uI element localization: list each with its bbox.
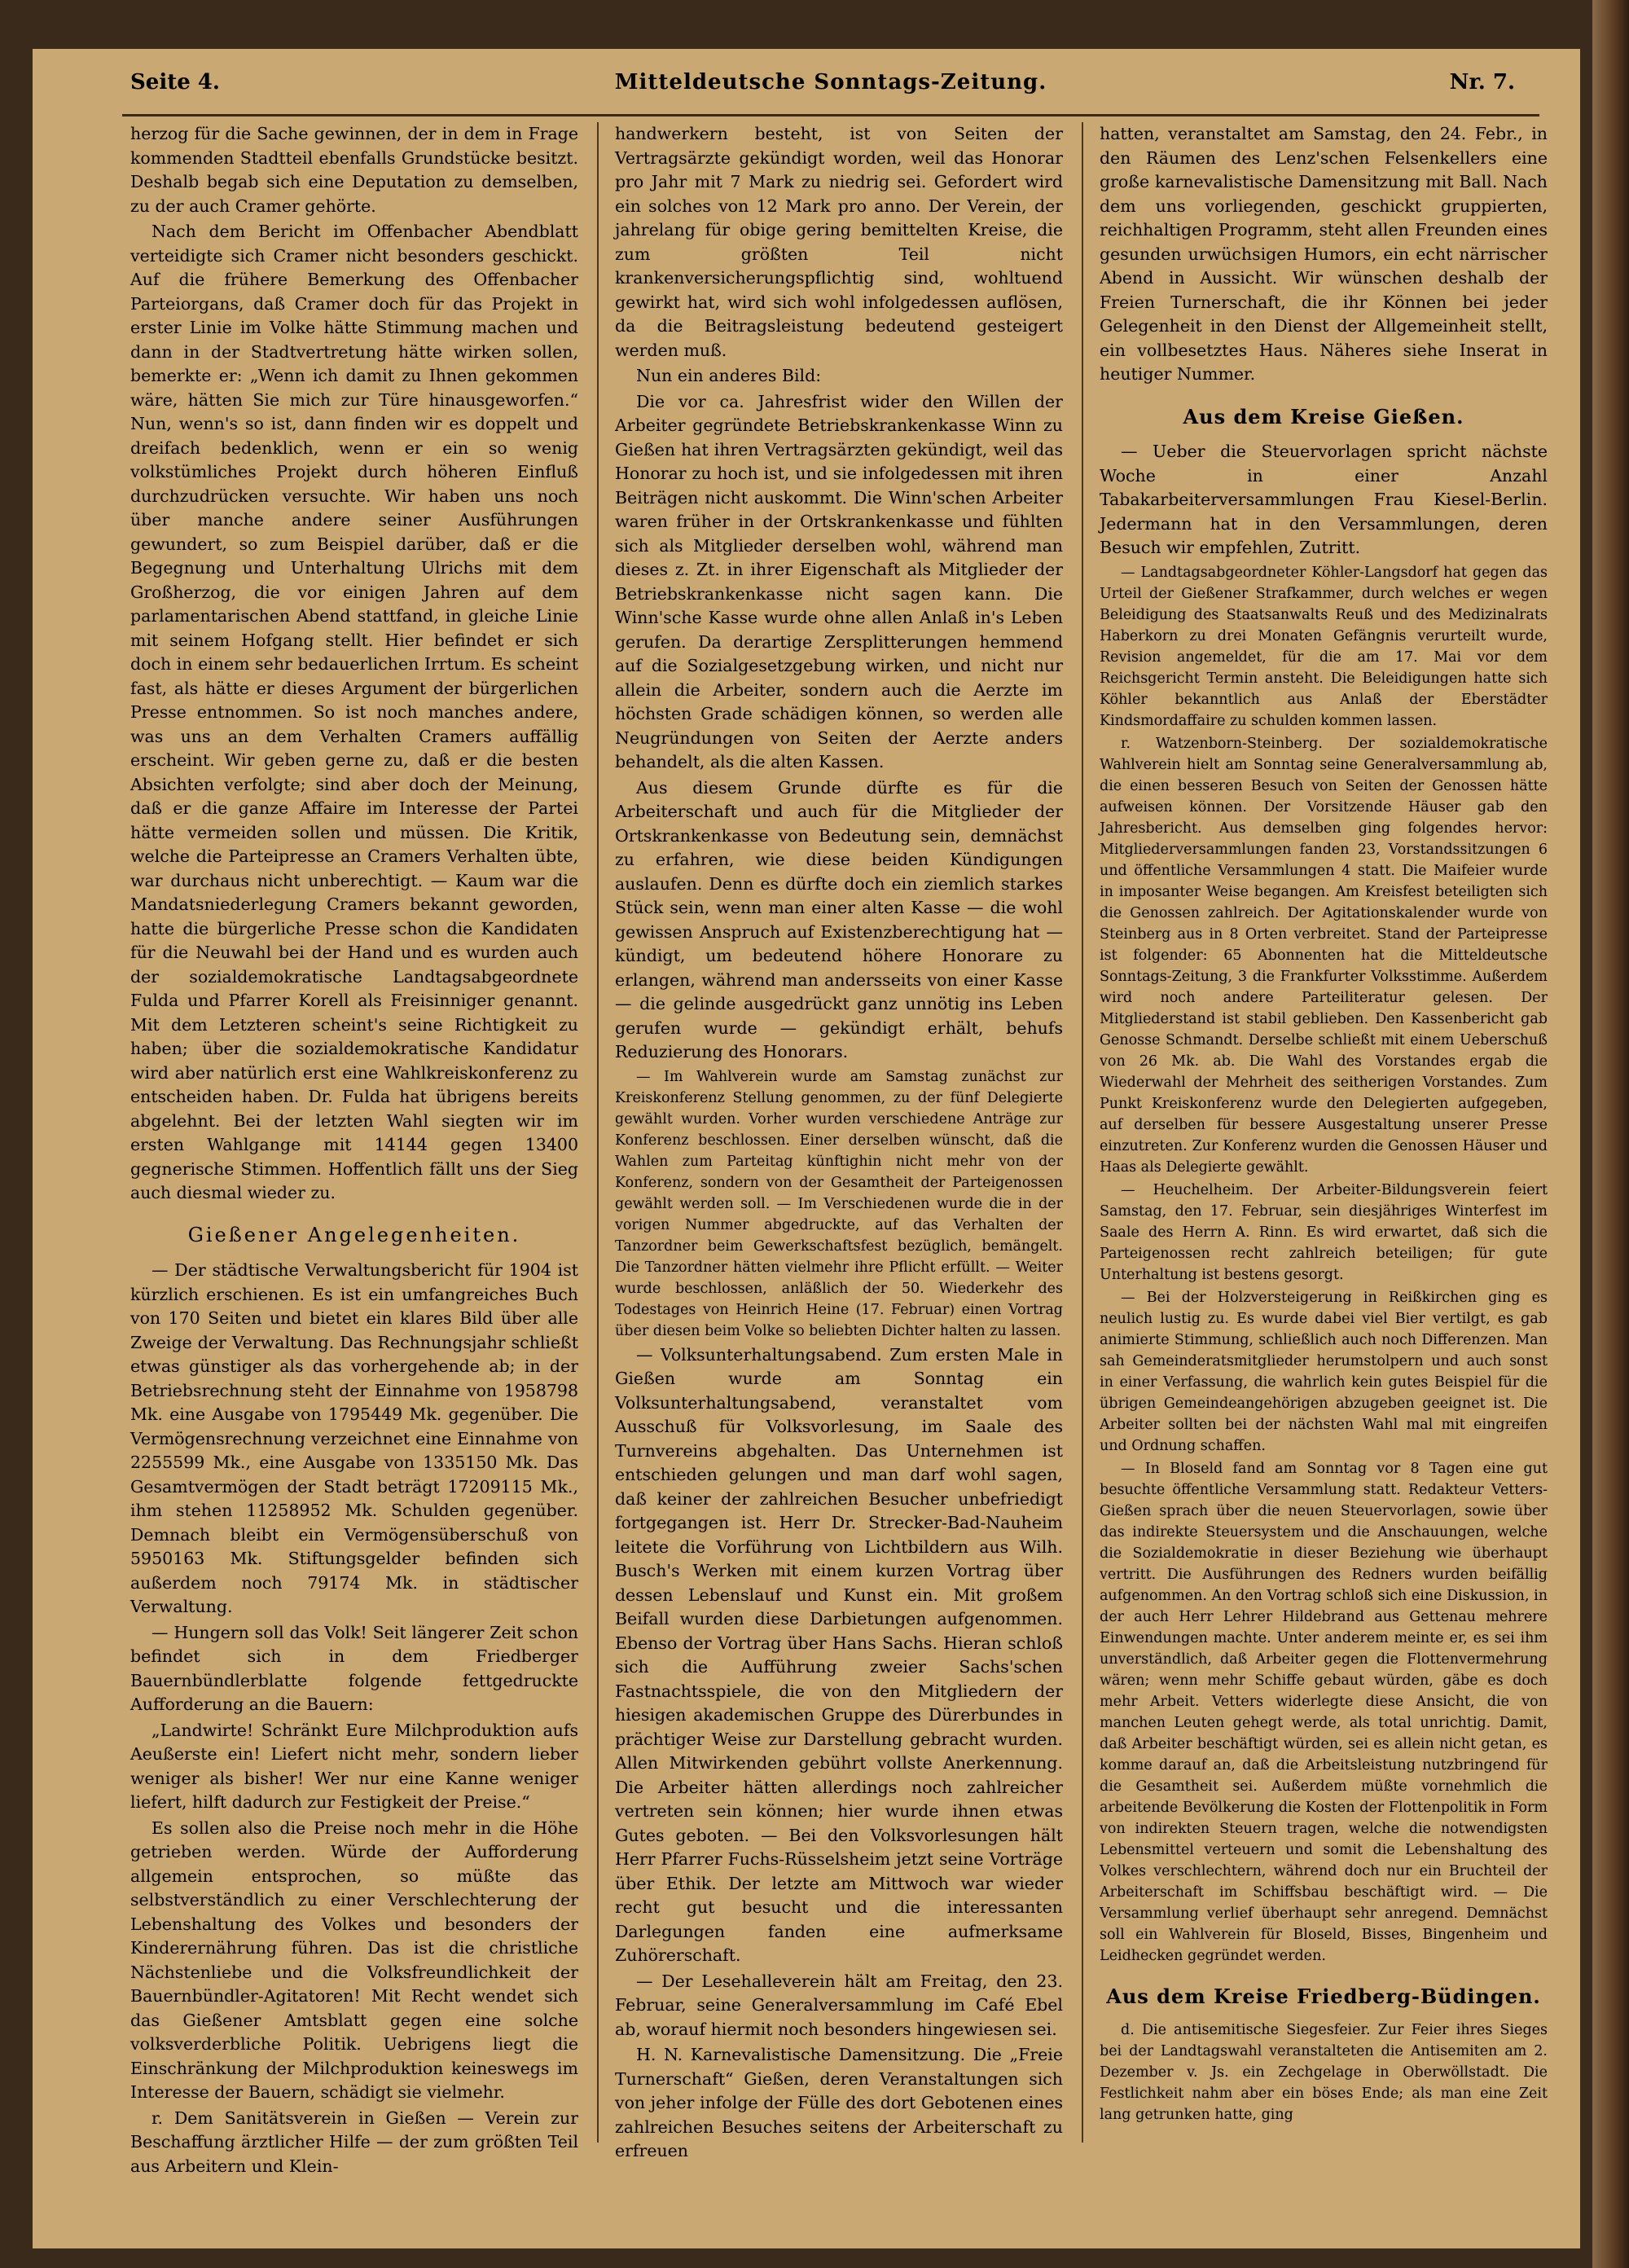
column-3 xyxy=(1100,122,1548,2143)
article-paragraph: Es sollen also die Preise noch mehr in die Höhe getrieben werden. Würde der Aufforderung allgemein entsprochen, so müßte das selbstverständlich zu einer Verschlechterung der Lebenshaltung des Volkes und besonders der Kinderernährung führen. Das ist die christliche Nächstenliebe und die Volksfreundlichkeit der Bauernbündler-Agitatoren! Mit Recht wendet sich das Gießener Amtsblatt gegen eine solche volksverderbliche Politik. Uebrigens liegt die Einschränkung der Milchproduktion keineswegs im Interesse der Bauern, schädigt sie vielmehr. xyxy=(130,1817,578,2102)
column-2 xyxy=(615,122,1063,2160)
article-paragraph: r. Dem Sanitätsverein in Gießen — Verein zur Beschaffung ärztlicher Hilfe — der zum größten Teil aus Arbeitern und Klein- xyxy=(130,2108,578,2176)
article-paragraph: Aus diesem Grunde dürfte es für die Arbeiterschaft und auch für die Mitglieder der Ortskrankenkasse von Bedeutung sein, demnächst zu erfahren, wie diese beiden Kündigungen auslaufen. Denn es dürfte doch ein ziemlich starkes Stück sein, wenn man einer alten Kasse — die wohl gewissen Anspruch auf Existenzberechtigung hat — kündigt, um bedeutend höhere Honorare zu erlangen, während man andersseits von einer Kasse — die gelinde ausgedrückt ganz unnötig ins Leben gerufen wurde — gekündigt erhält, behufs Reduzierung des Honorars. xyxy=(615,777,1063,1061)
page-header xyxy=(130,65,1531,106)
column-divider-1 xyxy=(597,122,599,2143)
page-number: Seite 4. xyxy=(130,70,220,94)
article-paragraph-small: — Bei der Holzversteigerung in Reißkirchen ging es neulich lustig zu. Es wurde dabei viel Bier vertilgt, es gab animierte Stimmung, schließlich auch noch Differenzen. Man sah Gemeinderatsmitglieder herumstolpern und auch sonst in einer Verfassung, die wahrlich kein gutes Beispiel für die übrigen Gemeindeangehörigen abzugeben geeignet ist. Die Arbeiter sollten bei der nächsten Wahl mal mit eingreifen und Ordnung schaffen. xyxy=(1100,1289,1548,1454)
article-paragraph: Nach dem Bericht im Offenbacher Abendblatt verteidigte sich Cramer nicht besonders geschickt. Auf die frühere Bemerkung des Offenbacher Parteiorgans, daß Cramer doch für das Projekt in erster Linie im Volke hätte Stimmung machen und dann in der Stadtvertretung hätte wirken sollen, bemerkte er: „Wenn ich damit zu Ihnen gekommen wäre, hätten Sie mich zur Türe hinausgeworfen.“ Nun, wenn's so ist, dann finden wir es doppelt und dreifach bedenklich, wenn er ein so wenig volkstümliches Projekt durch höheren Einfluß durchzudrücken versuchte. Wir haben uns noch über manche andere seiner Ausführungen gewundert, so zum Beispiel darüber, daß er die Begegnung und Unterhaltung Ulrichs mit dem Großherzog, die vor einigen Jahren auf dem parlamentarischen Abend stattfand, in gleiche Linie mit seinem Hofgang stellt. Hier befindet er sich doch in einem sehr bedauerlichen Irrtum. Es scheint fast, als hätte er dieses Argument der bürgerlichen Presse entnommen. So ist noch manches andere, was uns an dem Verhalten Cramers auffällig erscheint. Wir geben gerne zu, daß er die besten Absichten verfolgte; sind aber doch der Meinung, daß er die ganze Affaire im Interesse der Partei hätte vermeiden sollen und müssen. Die Kritik, welche die Parteipresse an Cramers Verhalten übte, war durchaus nicht unberechtigt. — Kaum war die Mandatsniederlegung Cramers bekannt geworden, hatte die bürgerliche Presse schon die Kandidaten für die Neuwahl bei der Hand und es wurden auch der sozialdemokratische Landtagsabgeordnete Fulda und Pfarrer Korell als Freisinniger genannt. Mit dem Letzteren scheint's seine Richtigkeit zu haben; über die sozialdemokratische Kandidatur wird aber natürlich erst eine Wahlkreiskonferenz zu entscheiden haben. Dr. Fulda hat übrigens bereits abgelehnt. Bei der letzten Wahl siegten wir im ersten Wahlgange mit 14144 gegen 13400 gegnerische Stimmen. Hoffentlich fällt uns der Sieg auch diesmal wieder zu. xyxy=(130,222,578,1202)
article-paragraph-small: d. Die antisemitische Siegesfeier. Zur Feier ihres Sieges bei der Landtagswahl veranstalteten die Antisemiten am 2. Dezember v. Js. ein Zechgelage in Oberwöllstadt. Die Festlichkeit nahm aber ein böses Ende; als man eine Zeit lang getrunken hatte, ging xyxy=(1100,2022,1548,2123)
article-paragraph-small: — Heuchelheim. Der Arbeiter-Bildungsverein feiert Samstag, den 17. Februar, sein diesjähriges Winterfest im Saale des Herrn A. Rinn. Es wird erwartet, daß sich die Parteigenossen recht zahlreich beteiligen; für gute Unterhaltung ist bestens gesorgt. xyxy=(1100,1181,1548,1283)
column-1 xyxy=(130,122,578,2176)
article-paragraph: — Volksunterhaltungsabend. Zum ersten Male in Gießen wurde am Sonntag ein Volksunterhaltungsabend, veranstaltet vom Ausschuß für Volksvorlesung, im Saale des Turnvereins abgehalten. Das Unternehmen ist entschieden gelungen und man darf wohl sagen, daß keiner der zahlreichen Besucher unbefriedigt fortgegangen ist. Herr Dr. Strecker-Bad-Nauheim leitete die Vorführung von Lichtbildern aus Wilh. Busch's Werken mit einem kurzen Vortrag über dessen Lebenslauf und Kunst ein. Mit großem Beifall wurden diese Darbietungen aufgenommen. Ebenso der Vortrag über Hans Sachs. Hieran schloß sich die Aufführung zweier Sachs'schen Fastnachtsspiele, die von den Mitgliedern der hiesigen akademischen Gruppe des Dürerbundes in prächtiger Weise zur Darstellung gebracht wurden. Allen Mitwirkenden gebührt vollste Anerkennung. Die Arbeiter hätten allerdings noch zahlreicher vertreten sein können; hier wurde ihnen etwas Gutes geboten. — Bei den Volksvorlesungen hält Herr Pfarrer Fuchs-Rüsselsheim jetzt seine Vorträge über Ethik. Der letzte am Mittwoch war wieder recht gut besucht und die interessanten Darlegungen fanden eine aufmerksame Zuhörerschaft. xyxy=(615,1344,1063,1965)
issue-number: Nr. 7. xyxy=(1449,70,1515,94)
header-rule xyxy=(122,114,1539,116)
article-paragraph: — Ueber die Steuervorlagen spricht nächste Woche in einer Anzahl Tabakarbeiterversammlungen Frau Kiesel-Berlin. Jedermann hat in den Versammlungen, deren Besuch wir empfehlen, Zutritt. xyxy=(1100,442,1548,557)
article-paragraph: — Hungern soll das Volk! Seit längerer Zeit schon befindet sich in dem Friedberger Bauernbündlerblatte folgende fettgedruckte Aufforderung an die Bauern: xyxy=(130,1622,578,1714)
article-paragraph: Die vor ca. Jahresfrist wider den Willen der Arbeiter gegründete Betriebskrankenkasse Winn zu Gießen hat ihren Vertragsärzten gekündigt, weil das Honorar zu hoch ist, und sie infolgedessen mit ihren Beiträgen nicht auskommt. Die Winn'schen Arbeiter waren früher in der Ortskrankenkasse und fühlten sich als Mitglieder derselben wohl, während man dieses z. Zt. in ihrer Eigenschaft als Mitglieder der Betriebskrankenkasse nicht sagen kann. Die Winn'sche Kasse wurde ohne allen Anlaß in's Leben gerufen. Da derartige Zersplitterungen hemmend auf die Sozialgesetzgebung wirken, und nicht nur allein die Arbeiter, sondern auch die Aerzte im höchsten Grade schädigen können, so werden alle Neugründungen von Seiten der Aerzte anders behandelt, als die alten Kassen. xyxy=(615,391,1063,771)
article-paragraph: — Der Lesehalleverein hält am Freitag, den 23. Februar, seine Generalversammlung im Café Ebel ab, worauf hiermit noch besonders hingewiesen sei. xyxy=(615,1971,1063,2039)
article-paragraph: hatten, veranstaltet am Samstag, den 24. Febr., in den Räumen des Lenz'schen Felsenkellers eine große karnevalistische Damensitzung mit Ball. Nach dem uns vorliegenden, geschickt gruppierten, reichhaltigen Programm, steht allen Freunden eines gesunden urwüchsigen Humors, ein echt närrischer Abend in Aussicht. Wir wünschen deshalb der Freien Turnerschaft, die ihr Können bei jeder Gelegenheit in den Dienst der Allgemeinheit stellt, ein vollbesetztes Haus. Näheres siehe Inserat in heutiger Nummer. xyxy=(1100,124,1548,384)
quoted-appeal: „Landwirte! Schränkt Eure Milchproduktion aufs Aeußerste ein! Liefert nicht mehr, sondern lieber weniger als bisher! Wer nur eine Kanne weniger liefert, hilft dadurch zur Festigkeit der Preise.“ xyxy=(130,1720,578,1812)
article-paragraph-small: — Im Wahlverein wurde am Samstag zunächst zur Kreiskonferenz Stellung genommen, zu der fünf Delegierte gewählt wurden. Vorher wurden verschiedene Anträge zur Konferenz beschlossen. Einer derselben wünscht, daß die Wahlen zum Parteitag künftighin nicht mehr von der Konferenz, sondern von der Gesamtheit der Parteigenossen gewählt werden soll. — Im Verschiedenen wurde die in der vorigen Nummer abgedruckte, auf das Verhalten der Tanzordner beim Gewerkschaftsfest bezüglich, bemängelt. Die Tanzordner hätten vielmehr ihre Pflicht erfüllt. — Weiter wurde beschlossen, anläßlich der 50. Wiederkehr des Todestages von Heinrich Heine (17. Februar) einen Vortrag über diesen beim Volke so beliebten Dichter halten zu lassen. xyxy=(615,1068,1063,1339)
article-paragraph: handwerkern besteht, ist von Seiten der Vertragsärzte gekündigt worden, weil das Honorar pro Jahr mit 7 Mark zu niedrig sei. Gefordert wird ein solches von 12 Mark pro anno. Der Verein, der jahrelang für obige gering bemittelten Kreise, die zum größten Teil nicht krankenversicherungspflichtig sind, wohltuend gewirkt hat, wird sich wohl infolgedessen auflösen, da die Beitragsleistung bedeutend gesteigert werden muß. xyxy=(615,124,1063,360)
article-paragraph-small: r. Watzenborn-Steinberg. Der sozialdemokratische Wahlverein hielt am Sonntag seine Generalversammlung ab, die einen besseren Besuch von Seiten der Genossen hätte aufweisen können. Der Vorsitzende Häuser gab den Jahresbericht. Aus demselben ging folgendes hervor: Mitgliederversammlungen fanden 23, Vorstandssitzungen 6 und öffentliche Versammlungen 4 statt. Die Maifeier wurde in imposanter Weise begangen. Am Kreisfest beteiligten sich die Genossen zahlreich. Der Agitationskalender wurde von Steinberg aus in 8 Orten verbreitet. Stand der Parteipresse ist folgender: 65 Abonnenten hat die Mitteldeutsche Sonntags-Zeitung, 3 die Frankfurter Volksstimme. Außerdem wird noch andere Parteiliteratur gelesen. Der Mitgliederstand ist stabil geblieben. Den Kassenbericht gab Genosse Schmandt. Derselbe schließt mit einem Ueberschuß von 26 Mk. ab. Die Wahl des Vorstandes ergab die Wiederwahl der Mehrheit des seitherigen Vorstandes. Zum Punkt Kreiskonferenz wurde den Delegierten aufgegeben, auf derselben für bessere Ausgestaltung unserer Presse einzutreten. Zur Konferenz wurden die Genossen Häuser und Haas als Delegierte gewählt. xyxy=(1100,735,1548,1176)
book-binding-edge xyxy=(1592,0,1629,2268)
column-divider-2 xyxy=(1082,122,1083,2143)
section-heading-kreis-friedberg: Aus dem Kreise Friedberg-Büdingen. xyxy=(1106,1984,1541,2008)
article-paragraph: Nun ein anderes Bild: xyxy=(636,366,822,385)
article-paragraph: — Der städtische Verwaltungsbericht für 1904 ist kürzlich erschienen. Es ist ein umfangreiches Buch von 170 Seiten und bietet ein klares Bild über alle Zweige der Verwaltung. Das Rechnungsjahr schließt etwas günstiger als das vorhergehende ab; in der Betriebsrechnung steht der Einnahme von 1958798 Mk. eine Ausgabe von 1795449 Mk. gegenüber. Die Vermögensrechnung verzeichnet eine Einnahme von 2255599 Mk., eine Ausgabe von 1335150 Mk. Das Gesamtvermögen der Stadt beträgt 17209115 Mk., ihm stehen 11258952 Mk. Schulden gegenüber. Demnach bleibt ein Vermögensüberschuß von 5950163 Mk. Stiftungsgelder befinden sich außerdem noch 79174 Mk. in städtischer Verwaltung. xyxy=(130,1260,578,1616)
article-paragraph: herzog für die Sache gewinnen, der in dem in Frage kommenden Stadtteil ebenfalls Grundstücke besitzt. Deshalb begab sich eine Deputation zu demselben, zu der auch Cramer gehörte. xyxy=(130,124,578,216)
article-paragraph-small: — Landtagsabgeordneter Köhler-Langsdorf hat gegen das Urteil der Gießener Strafkammer, durch welches er wegen Beleidigung des Staatsanwalts Reuß und des Medizinalrats Haberkorn zu drei Monaten Gefängnis verurteilt wurde, Revision angemeldet, für die am 17. Mai vor dem Reichsgericht Termin ansteht. Die Beleidigungen hatte sich Köhler bekanntlich aus Anlaß der Eberstädter Kindsmordaffaire zu schulden kommen lassen. xyxy=(1100,564,1548,729)
section-heading-giessen-affairs: Gießener Angelegenheiten. xyxy=(187,1223,521,1246)
article-paragraph-small: — In Bloseld fand am Sonntag vor 8 Tagen eine gut besuchte öffentliche Versammlung statt. Redakteur Vetters-Gießen sprach über die neuen Steuervorlagen, sowie über das indirekte Steuersystem und die Anschauungen, welche die Sozialdemokratie in dieser Beziehung wie überhaupt vertritt. Die Ausführungen des Redners wurden beifällig aufgenommen. An den Vortrag schloß sich eine Diskussion, in der auch Herr Lehrer Hildebrand aus Gettenau mehrere Einwendungen machte. Unter anderem meinte er, es sei ihm unverständlich, daß Arbeiter gegen die Flottenvermehrung wären; wenn mehr Schiffe gebaut würden, gäbe es doch mehr Arbeit. Vetters widerlegte diese Ansicht, die von manchen Leuten gehegt werde, als total unrichtig. Damit, daß Arbeiter beschäftigt würden, sei es allein nicht getan, es komme darauf an, daß die Arbeitsleistung nutzbringend für die Gesamtheit sei. Außerdem müßte vornehmlich die arbeitende Bevölkerung die Kosten der Flottenpolitik in Form von indirekten Steuern tragen, welche die notwendigsten Lebensmittel verteuern und somit die Lebenshaltung des Volkes verschlechtern, während doch nur ein Bruchteil der Arbeiterschaft im Schiffsbau beschäftigt wird. — Die Versammlung verlief überhaupt sehr anregend. Demnächst soll ein Wahlverein für Bloseld, Bisses, Bingenheim und Leidhecken gegründet werden. xyxy=(1100,1460,1548,1964)
article-paragraph: H. N. Karnevalistische Damensitzung. Die „Freie Turnerschaft“ Gießen, deren Veranstaltungen sich von jeher infolge der Fülle des dort Gebotenen eines zahlreichen Besuches seitens der Arbeiterschaft zu erfreuen xyxy=(615,2045,1063,2160)
newspaper-title: Mitteldeutsche Sonntags-Zeitung. xyxy=(614,70,1047,94)
section-heading-kreis-giessen: Aus dem Kreise Gießen. xyxy=(1183,404,1464,429)
